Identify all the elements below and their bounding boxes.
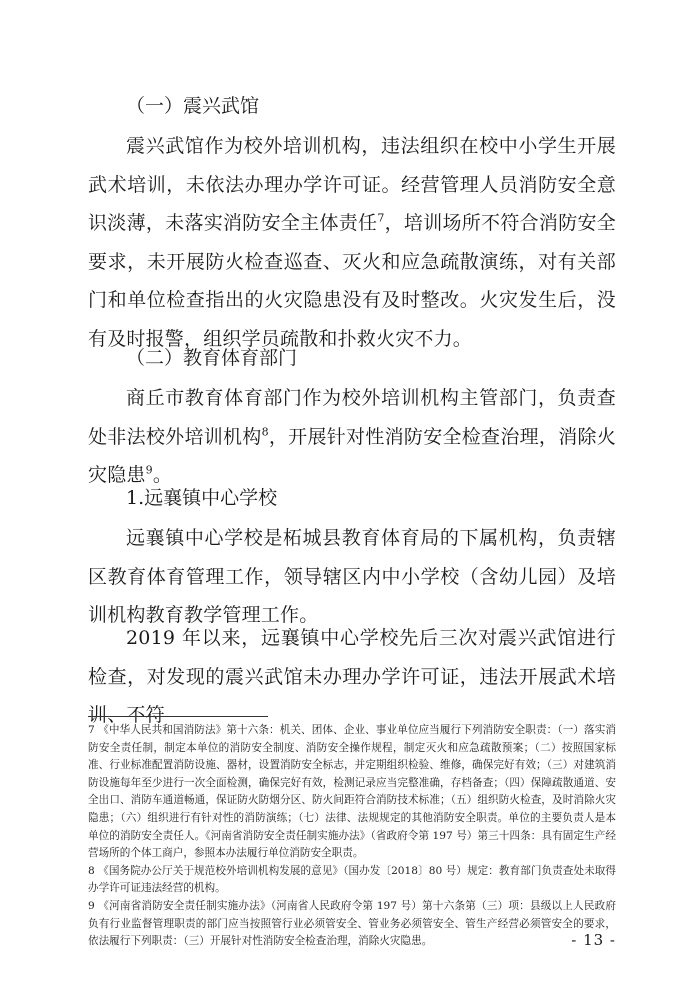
paragraph-text: ，培训场所不符合消防安全要求，未开展防火检查巡查、灭火和应急疏散演练，对有关部门和单位检查指出的火灾隐患没有及时整改。火灾发生后，没有及时报警，组织学员疏散和扑救火灾不力。: [88, 212, 616, 350]
footnote-7: 7 《中华人民共和国消防法》第十六条：机关、团体、企业、事业单位应当履行下列消防安全职责：（一）落实消防安全责任制，制定本单位的消防安全制度、消防安全操作规程，制定灭火和应急疏散预案；（二）按照国家标准、行业标准配置消防设施、器材，设置消防安全标志，并定期组织检验、维修，确保完好有效；（三）对建筑消防设施每年至少进行一次全面检测，确保完好有效，检测记录应当完整准确，存档备查；（四）保障疏散通道、安全出口、消防车通道畅通，保证防火防烟分区、防火间距符合消防技术标准；（五）组织防火检查，及时消除火灾隐患；（六）组织进行有针对性的消防演练；（七）法律、法规规定的其他消防安全职责。单位的主要负责人是本单位的消防安全责任人。《河南省消防安全责任制实施办法》（省政府令第 197 号）第三十四条：具有固定生产经营场所的个体工商户，参照本办法履行单位消防安全职责。: [88, 724, 616, 860]
footnote-8: 8 《国务院办公厅关于规范校外培训机构发展的意见》（国办发〔2018〕80 号）规定：教育部门负责查处未取得办学许可证违法经营的机构。: [88, 864, 616, 895]
page-number: - 13 -: [571, 931, 616, 949]
footnote-ref-7[interactable]: 7: [377, 211, 385, 225]
footnote-ref-9[interactable]: 9: [145, 463, 153, 477]
section-heading-education: [88, 338, 616, 378]
paragraph-zhenxing: [88, 127, 616, 358]
footnote-divider: [88, 716, 268, 717]
footnote-ref-8[interactable]: 8: [261, 425, 269, 439]
heading-text: （二）教育体育部门: [126, 347, 298, 369]
paragraph-text: 商丘市教育体育部门作为校外培训机构主管部门，负责查处非法校外培训机构: [88, 387, 616, 448]
subsection-heading-yuanxiang: [88, 478, 616, 518]
heading-text: 1.远襄镇中心学校: [126, 487, 278, 509]
paragraph-text: 。: [152, 464, 173, 486]
footnote-9: 9 《河南省消防安全责任制实施办法》（河南省人民政府令第 197 号）第十六条第（三）项：县级以上人民政府负有行业监督管理职责的部门应当按照管行业必须管安全、管业务必须管安全、管生产经营必须管安全的要求，依法履行下列职责：（三）开展针对性消防安全检查治理，消除火灾隐患。: [88, 899, 616, 948]
footnotes: [88, 722, 616, 951]
paragraph-yuanxiang-1: 远襄镇中心学校是柘城县教育体育局的下属机构，负责辖区教育体育管理工作，领导辖区内中小学校（含幼儿园）及培训机构教育教学管理工作。: [88, 527, 616, 626]
paragraph-yuanxiang-2: 2019 年以来，远襄镇中心学校先后三次对震兴武馆进行检查，对发现的震兴武馆未办理办学许可证，违法开展武术培训、不符: [88, 627, 616, 726]
section-heading-zhenxing: [88, 86, 616, 126]
paragraph-text: ，开展针对性消防安全检查治理，消除火灾隐患: [88, 425, 616, 486]
paragraph-text: 震兴武馆作为校外培训机构，违法组织在校中小学生开展武术培训，未依法办理办学许可证。经营管理人员消防安全意识淡薄，未落实消防安全主体责任: [88, 135, 616, 234]
heading-text: （一）震兴武馆: [126, 95, 260, 117]
